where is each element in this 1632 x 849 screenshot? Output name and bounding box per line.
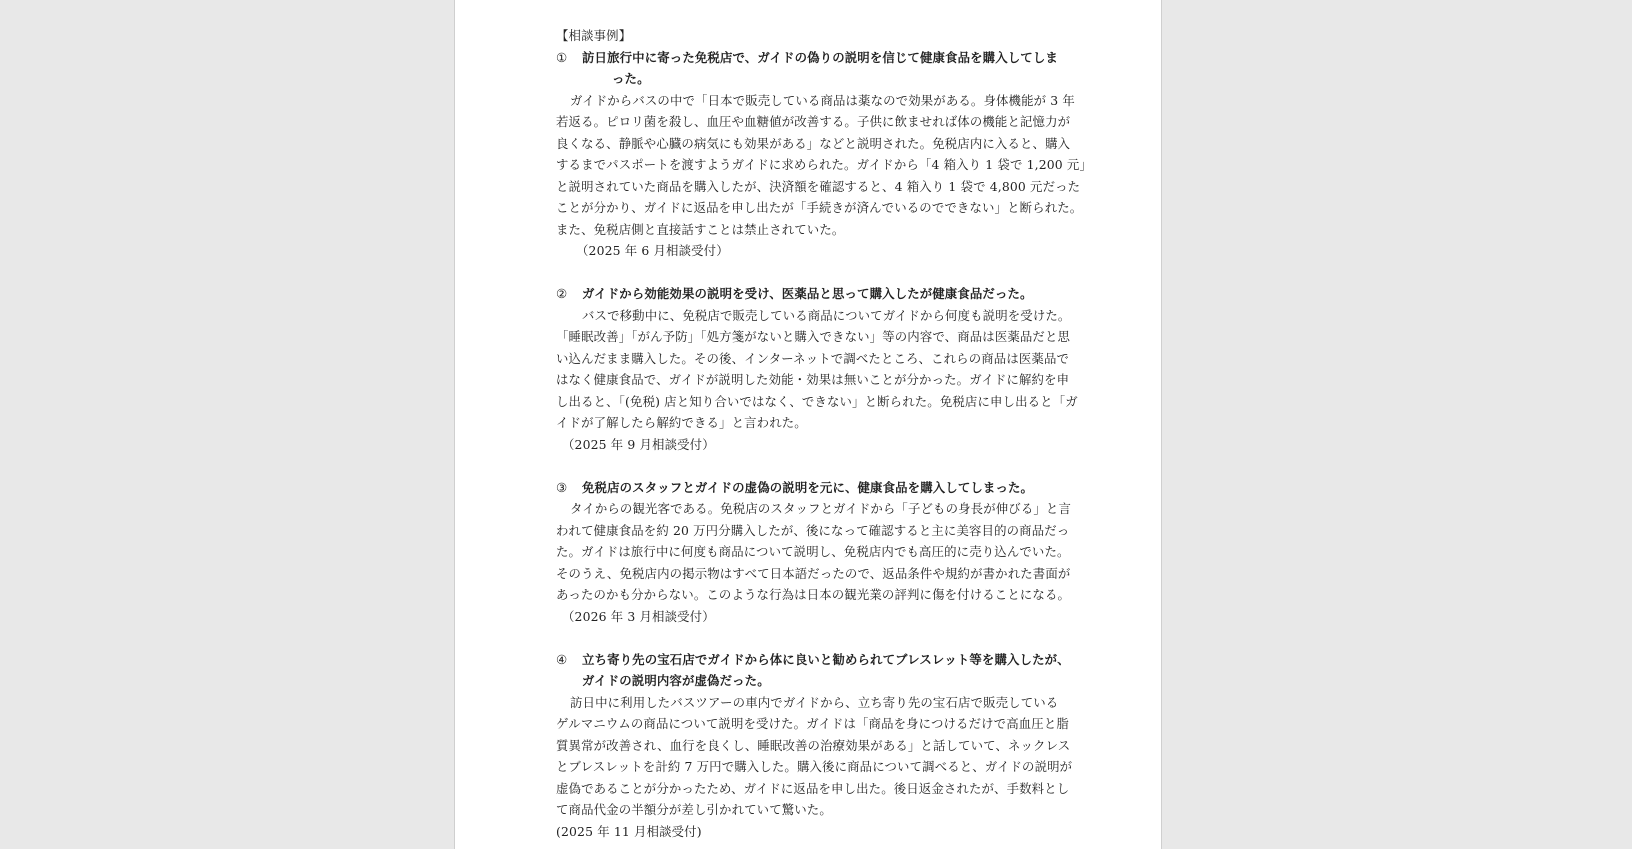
case-body-line: われて健康食品を約 20 万円分購入したが、後になって確認すると主に美容目的の商品だっ	[556, 522, 1070, 538]
case-title	[556, 649, 1077, 671]
case-date: （2026 年 3 月相談受付）	[562, 608, 715, 624]
case-title-text: 立ち寄り先の宝石店でガイドから体に良いと勧められてブレスレット等を購入したが、	[582, 651, 1070, 667]
case-body-line: 虚偽であることが分かったため、ガイドに返品を申し出た。後日返金されたが、手数料とし	[556, 780, 1070, 796]
case-title-text: 訪日旅行中に寄った免税店で、ガイドの偽りの説明を信じて健康食品を購入してしま	[582, 49, 1058, 65]
case-body-line: 若返る。ピロリ菌を殺し、血圧や血糖値が改善する。子供に飲ませれば体の機能と記憶力が	[556, 114, 1071, 129]
case-body-line: イドが了解したら解約できる」と言われた。	[556, 415, 807, 430]
case-number: ①	[556, 49, 568, 65]
case-title	[556, 283, 1077, 305]
document-page	[454, 0, 1162, 849]
case-number: ④	[556, 651, 568, 667]
case-body-line: し出ると、「(免税) 店と知り合いではなく、できない」と断られた。免税店に申し出ると「ガ	[556, 393, 1078, 409]
case-date: （2025 年 9 月相談受付）	[562, 436, 715, 452]
case-1	[556, 47, 1092, 262]
case-body-line: た。ガイドは旅行中に何度も商品について説明し、免税店内でも高圧的に売り込んでいた。	[556, 544, 1070, 559]
case-body-line: タイからの観光客である。免税店のスタッフとガイドから「子どもの身長が伸びる」と言	[570, 501, 1072, 516]
case-title	[556, 47, 1077, 69]
case-body-line: と説明されていた商品を購入したが、決済額を確認すると、4 箱入り 1 袋で 4,800 元だった	[556, 178, 1081, 194]
case-2	[556, 283, 1077, 455]
case-body-line: ことが分かり、ガイドに返品を申し出たが「手続きが済んでいるのでできない」と断られた。	[556, 200, 1083, 215]
case-title-text: ガイドから効能効果の説明を受け、医薬品と思って購入したが健康食品だった。	[582, 286, 1033, 301]
spacer	[556, 627, 1077, 649]
case-body-line: 良くなる、静脈や心臓の病気にも効果がある」などと説明された。免税店内に入ると、購入	[556, 135, 1071, 151]
case-body-line: あったのかも分からない。このような行為は日本の観光業の評判に傷を付けることになる。	[556, 587, 1071, 602]
case-title-continuation: ガイドの説明内容が虚偽だった。	[582, 673, 770, 688]
case-body-line: また、免税店側と直接話すことは禁止されていた。	[556, 221, 845, 237]
case-body-line: 質異常が改善され、血行を良くし、睡眠改善の治療効果がある」と話していて、ネックレス	[556, 737, 1071, 753]
case-body-line: はなく健康食品で、ガイドが説明した効能・効果は無いことが分かった。ガイドに解約を申	[556, 372, 1070, 387]
case-title	[556, 477, 1077, 499]
case-body-line: 「睡眠改善」「がん予防」「処方箋がないと購入できない」等の内容で、商品は医薬品だと思	[556, 329, 1071, 344]
spacer	[556, 262, 1077, 284]
spacer	[556, 455, 1077, 477]
case-title-continuation: った。	[612, 71, 650, 86]
case-number: ②	[556, 286, 568, 301]
case-date: (2025 年 11 月相談受付)	[556, 823, 702, 839]
case-body-line: バスで移動中に、免税店で販売している商品についてガイドから何度も説明を受けた。	[582, 307, 1071, 323]
case-body-line: ガイドからバスの中で「日本で販売している商品は薬なので効果がある。身体機能が 3 年	[570, 92, 1075, 108]
section-heading: 【相談事例】	[556, 28, 632, 43]
case-body-line: い込んだまま購入した。その後、インターネットで調べたところ、これらの商品は医薬品で	[556, 350, 1070, 366]
document-content	[556, 25, 1092, 842]
case-body-line: そのうえ、免税店内の掲示物はすべて日本語だったので、返品条件や規約が書かれた書面が	[556, 565, 1071, 581]
case-title-text: 免税店のスタッフとガイドの虚偽の説明を元に、健康食品を購入してしまった。	[582, 479, 1034, 495]
case-body-line: て商品代金の半額分が差し引かれていて驚いた。	[556, 802, 832, 817]
case-body-line: するまでパスポートを渡すようガイドに求められた。ガイドから「4 箱入り 1 袋で 1,200 元」	[556, 157, 1092, 172]
case-body-line: ゲルマニウムの商品について説明を受けた。ガイドは「商品を身につけるだけで高血圧と脂	[556, 716, 1069, 731]
case-body-line: とブレスレットを計約 7 万円で購入した。購入後に商品について調べると、ガイドの説明が	[556, 759, 1073, 774]
case-number: ③	[556, 479, 568, 495]
case-date: （2025 年 6 月相談受付）	[576, 243, 729, 258]
case-3	[556, 477, 1077, 628]
case-4	[556, 649, 1077, 843]
case-body-line: 訪日中に利用したバスツアーの車内でガイドから、立ち寄り先の宝石店で販売している	[570, 694, 1059, 710]
